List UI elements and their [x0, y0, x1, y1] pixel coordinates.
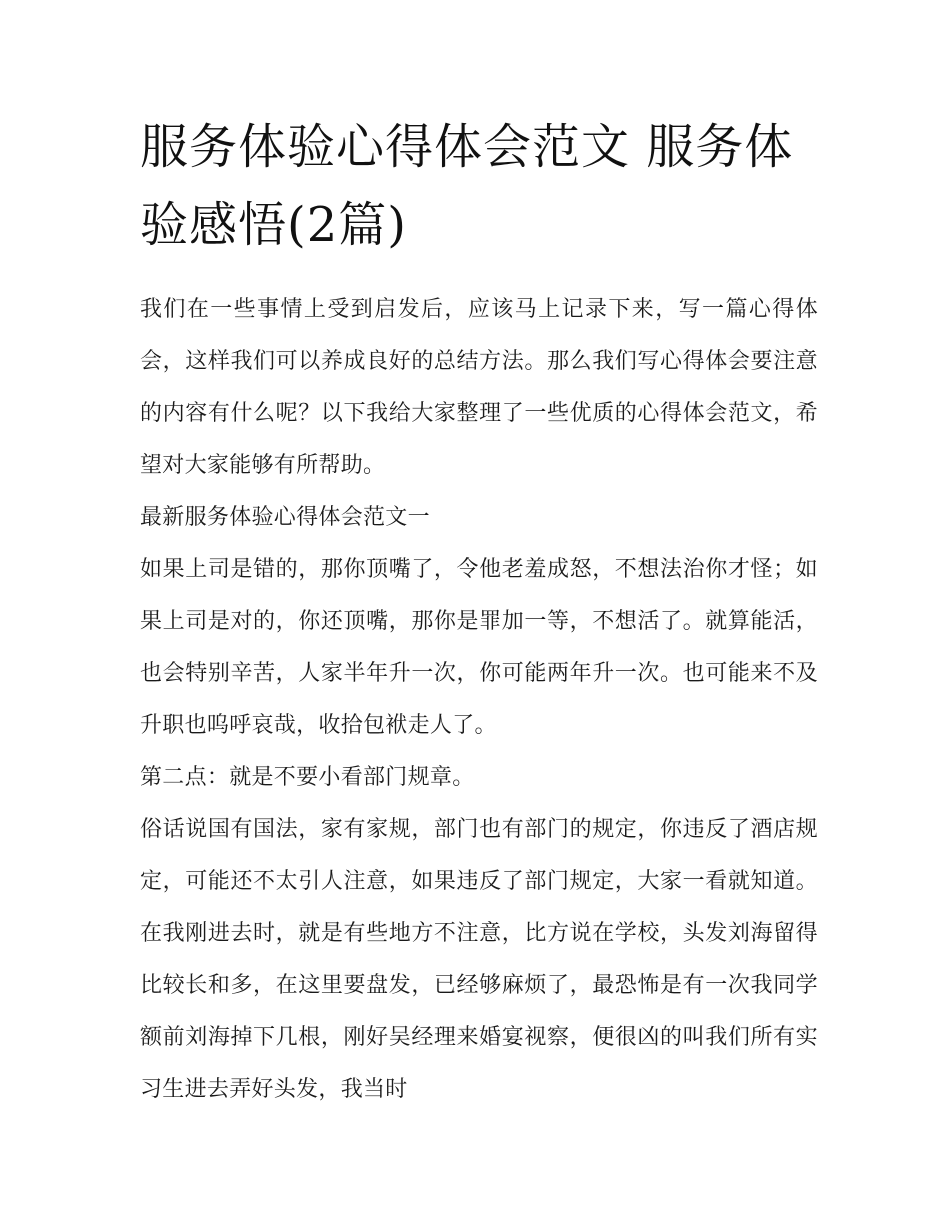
document-title: 服务体验心得体会范文 服务体验感悟(2篇) — [140, 119, 794, 253]
section-heading: 最新服务体验心得体会范文一 — [140, 505, 430, 530]
body-paragraph: 俗话说国有国法，家有家规，部门也有部门的规定，你违反了酒店规定，可能还不太引人注意，如果违反了部门规定，大家一看就知道。在我刚进去时，就是有些地方不注意，比方说在学校，头发刘海留得比较长和多，在这里要盘发，已经够麻烦了，最恐怖是有一次我同学额前刘海掉下几根，刚好吴经理来婚宴视察，便很凶的叫我们所有实习生进去弄好头发，我当时 — [140, 817, 818, 1102]
point-heading: 第二点：就是不要小看部门规章。 — [140, 765, 475, 790]
intro-paragraph: 我们在一些事情上受到启发后，应该马上记录下来，写一篇心得体会，这样我们可以养成良好的总结方法。那么我们写心得体会要注意的内容有什么呢？以下我给大家整理了一些优质的心得体会范文，希望对大家能够有所帮助。 — [140, 297, 818, 478]
document-body — [140, 108, 818, 1116]
body-paragraph: 如果上司是错的，那你顶嘴了，令他老羞成怒，不想法治你才怪；如果上司是对的，你还顶嘴，那你是罪加一等，不想活了。就算能活，也会特别辛苦，人家半年升一次，你可能两年升一次。也可能来不及升职也呜呼哀哉，收拾包袱走人了。 — [140, 557, 818, 738]
